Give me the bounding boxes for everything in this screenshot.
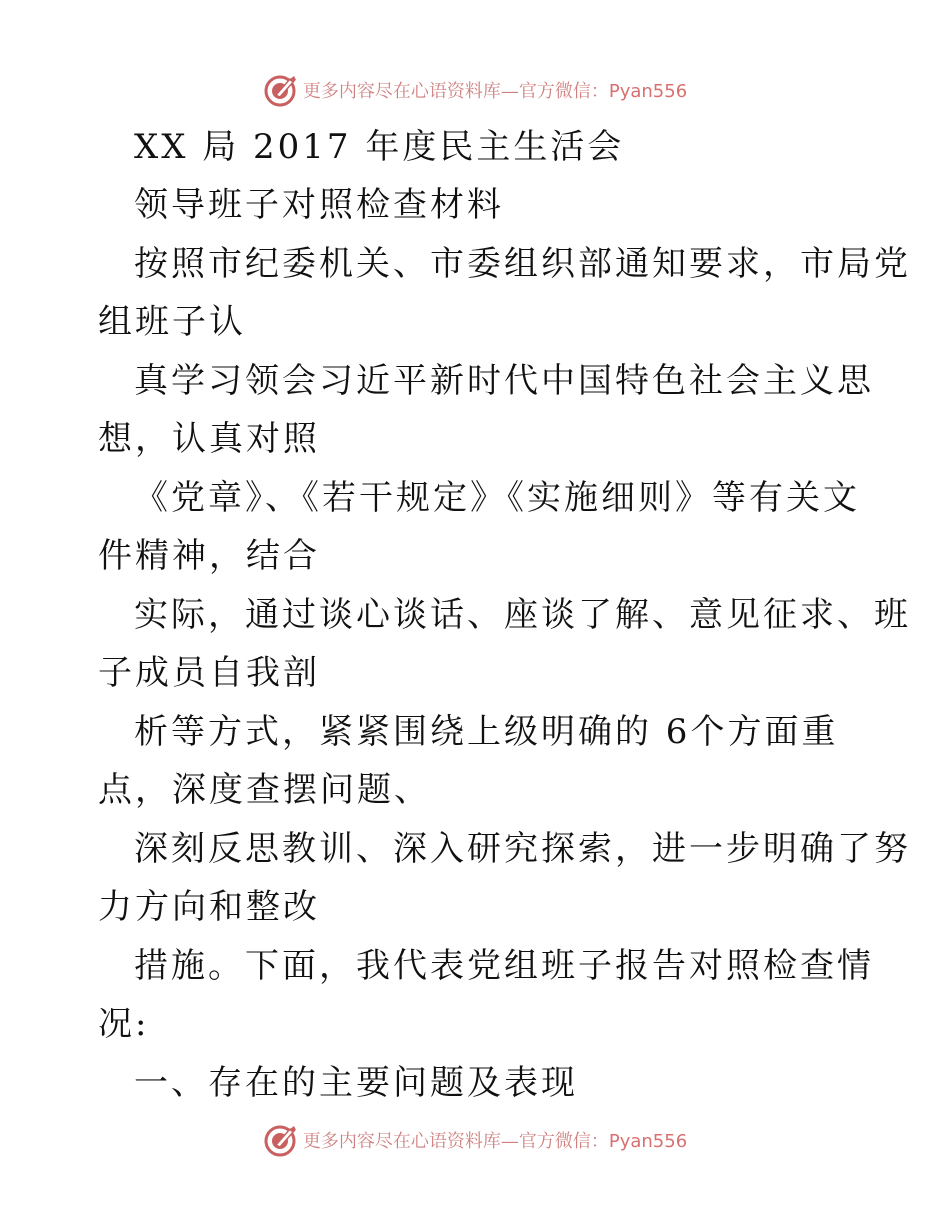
watermark-text: 更多内容尽在心语资料库—官方微信： (302, 81, 609, 102)
footer-watermark (0, 1120, 950, 1160)
doc-text-line: 想，认真对照 (98, 419, 320, 459)
doc-text-line: 深刻反思教训、深入研究探索，进一步明确了努 (134, 829, 911, 869)
doc-section-heading: 一、存在的主要问题及表现 (134, 1063, 578, 1103)
doc-text-line: 力方向和整改 (98, 887, 320, 927)
header-watermark (0, 70, 950, 110)
doc-text-line: 实际，通过谈心谈话、座谈了解、意见征求、班 (134, 595, 911, 635)
doc-title-line: XX 局 2017 年度民主生活会 (134, 127, 625, 167)
doc-subtitle-line: 领导班子对照检查材料 (134, 185, 504, 225)
watermark-wechat-id: Pyan556 (608, 1131, 688, 1152)
doc-text-line: 件精神，结合 (98, 536, 320, 576)
pen-logo-icon (263, 1122, 299, 1158)
doc-text-line: 组班子认 (98, 302, 246, 342)
watermark-text: 更多内容尽在心语资料库—官方微信： (302, 1131, 609, 1152)
doc-text-line: 真学习领会习近平新时代中国特色社会主义思 (134, 361, 874, 401)
doc-text-line: 《党章》、《若干规定》《实施细则》等有关文 (134, 478, 860, 518)
doc-text-line: 况: (98, 1004, 150, 1044)
doc-text-line: 按照市纪委机关、市委组织部通知要求，市局党 (134, 244, 911, 284)
doc-text-line: 析等方式，紧紧围绕上级明确的 6个方面重 (134, 712, 839, 752)
doc-text-line: 子成员自我剖 (98, 653, 320, 693)
doc-text-line: 措施。下面，我代表党组班子报告对照检查情 (134, 946, 874, 986)
doc-text-line: 点，深度查摆问题、 (98, 770, 431, 810)
pen-logo-icon (263, 72, 299, 108)
watermark-wechat-id: Pyan556 (608, 81, 688, 102)
